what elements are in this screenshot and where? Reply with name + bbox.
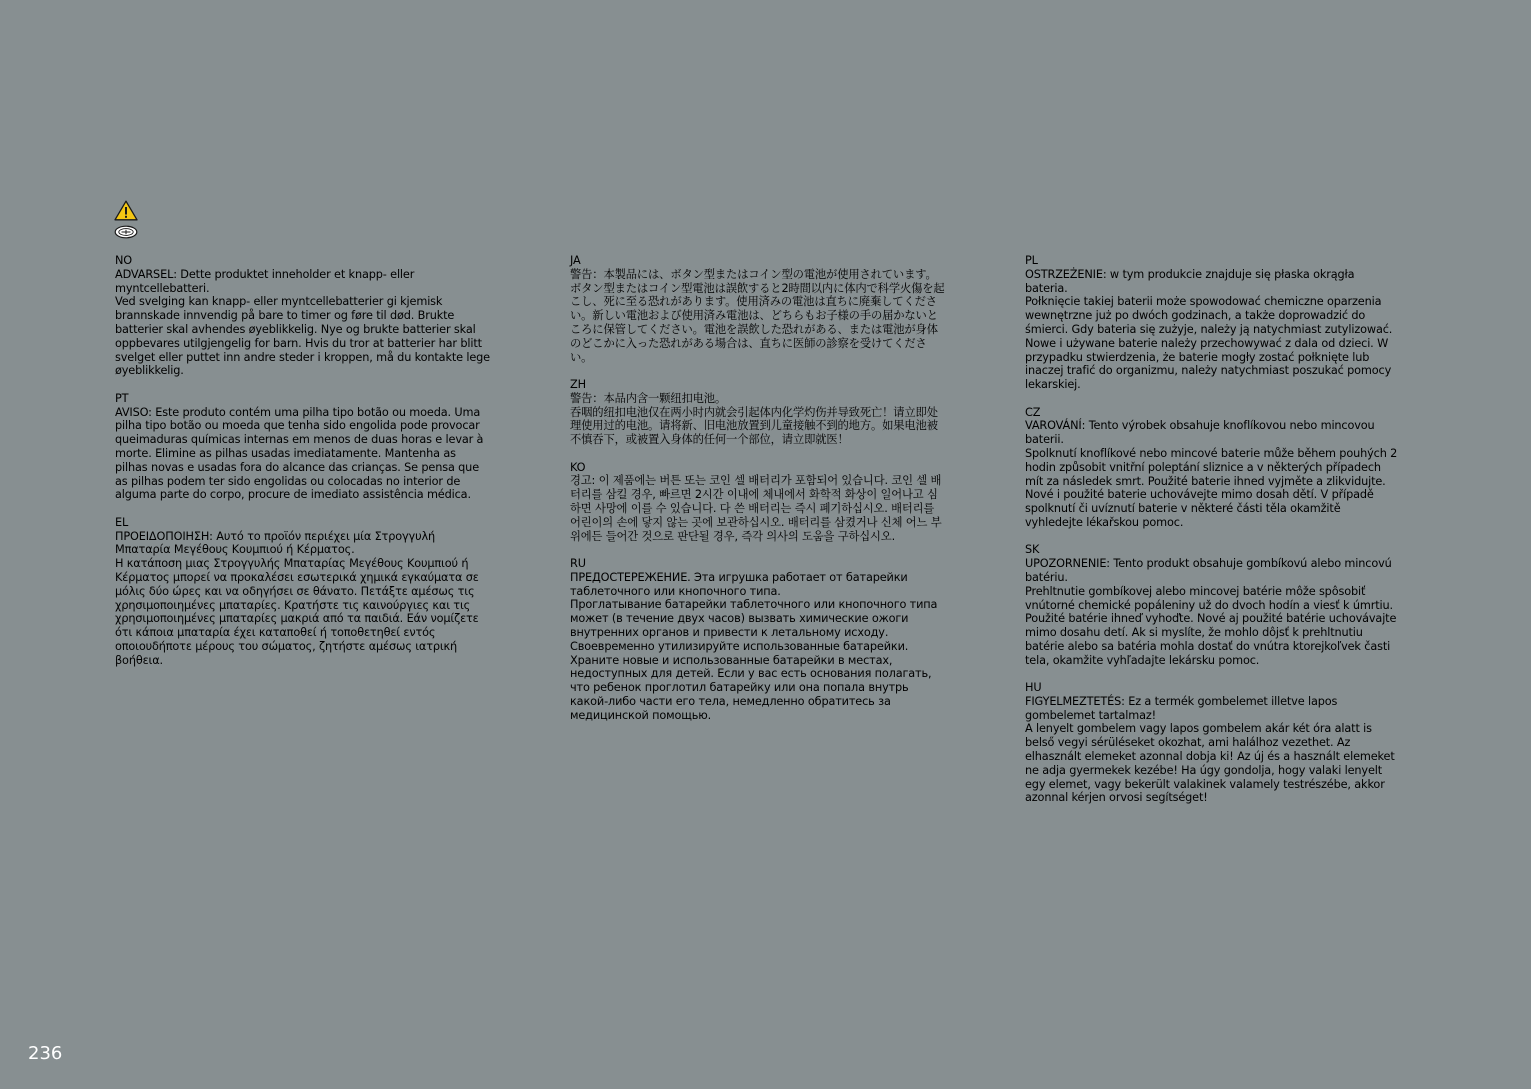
warning-section-no: [115, 254, 490, 378]
warning-text: FIGYELMEZTETÉS: Ez a termék gombelemet illetve lapos gombelemet tartalmaz!: [1025, 694, 1338, 722]
language-code: NO: [115, 254, 133, 267]
language-code: KO: [570, 460, 586, 474]
warning-text: Η κατάποση μιας Στρογγυλής Μπαταρίας Μεγέθους Κουμπιού ή Κέρματος μπορεί να προκαλέσει εσωτερικά χημικά εγκαύματα σε μόλις δύο ώρες και να οδηγήσει σε θάνατο. Πετάξτε αμέσως τις χρησιμοποιημένες μπαταρίες. Κρατήστε τις καινούργιες και τις χρησιμοποιημένες μπαταρίες μακριά από τα παιδιά. Εάν νομίζετε ότι κάποια μπαταρία έχει καταποθεί ή τοποθετηθεί εντός οποιουδήποτε μέρους του σώματος, ζητήστε αμέσως ιατρική βοήθεια.: [115, 557, 479, 667]
warning-text: ΠΡΟΕΙΔΟΠΟΙΗΣΗ: Αυτό το προϊόν περιέχει μία Στρογγυλή Μπαταρία Μεγέθους Κουμπιού ή Κέρματος.: [115, 529, 435, 557]
warning-section-pl: [1025, 254, 1400, 392]
warning-triangle-icon: [114, 200, 138, 221]
page-number: 236: [28, 1043, 63, 1064]
warning-text: ボタン型またはコイン型電池は誤飲すると2時間以内に体内で科学火傷を起こし、死に至る恐れがあります。使用済みの電池は直ちに廃棄してください。新しい電池および使用済み電池は、どちらもお子様の手の届かないところに保管してください。電池を誤飲した恐れがある、または電池が身体のどこかに入った恐れがある場合は、直ちに医師の診察を受けてください。: [570, 281, 945, 364]
warning-text: 경고: 이 제품에는 버튼 또는 코인 셀 배터리가 포함되어 있습니다. 코인 셀 배터리를 삼킬 경우, 빠르면 2시간 이내에 체내에서 화학적 화상이 일어나고 심하면 사망에 이를 수 있습니다. 다 쓴 배터리는 즉시 폐기하십시오. 배터리를 어린이의 손에 닿지 않는 곳에 보관하십시오. 배터리를 삼켰거나 신체 어느 부위에든 들어간 것으로 판단될 경우, 즉각 의사의 도움을 구하십시오.: [570, 474, 942, 543]
language-code: HU: [1025, 681, 1042, 695]
column-middle: [570, 254, 945, 736]
language-code: CZ: [1025, 405, 1041, 419]
warning-section-zh: [570, 378, 945, 447]
warning-text: 吞咽的纽扣电池仅在两小时内就会引起体内化学灼伤并导致死亡！请立即处理使用过的电池。请将新、旧电池放置到儿童接触不到的地方。如果电池被不慎吞下，或被置入身体的任何一个部位，请立即就医！: [570, 405, 938, 447]
warning-text: Ved svelging kan knapp- eller myntcellebatterier gi kjemisk brannskade innvendig på bare to timer og føre til død. Brukte batterier skal avhendes øyeblikkelig. Nye og brukte batterier skal oppbevares utilgjengelig for barn. Hvis du tror at batterier har blitt svelget eller puttet inn andre steder i kroppen, må du kontakte lege øyeblikkelig.: [115, 295, 490, 378]
coin-battery-icon: [114, 225, 138, 239]
warning-text: ADVARSEL: Dette produktet inneholder et knapp- eller myntcellebatteri.: [115, 267, 415, 295]
warning-icons: [114, 200, 140, 239]
column-right: [1025, 254, 1400, 819]
column-left: [115, 254, 490, 681]
warning-text: OSTRZEŻENIE: w tym produkcie znajduje się płaska okrągła bateria.: [1025, 267, 1355, 295]
warning-section-ja: [570, 254, 945, 364]
warning-section-ko: [570, 461, 945, 544]
warning-text: Spolknutí knoflíkové nebo mincové baterie může během pouhých 2 hodin způsobit vnitřní poleptání sliznice a v některých případech mít za následek smrt. Použité baterie ihned vyjměte a zlikvidujte. Nové i použité baterie uchovávejte mimo dosah dětí. V případě spolknutí či uvíznutí baterie v některé části těla okamžitě vyhledejte lékařskou pomoc.: [1025, 446, 1398, 529]
warning-section-hu: [1025, 681, 1400, 805]
warning-section-el: [115, 516, 490, 668]
warning-text: 警告：本製品には、ボタン型またはコイン型の電池が使用されています。: [570, 267, 937, 281]
warning-text: VAROVÁNÍ: Tento výrobek obsahuje knoflíkovou nebo mincovou baterii.: [1025, 419, 1375, 447]
warning-text: Połknięcie takiej baterii może spowodować chemiczne oparzenia wewnętrzne już po dwóch godzinach, a także doprowadzić do śmierci. Gdy bateria się zużyje, należy ją natychmiast zutylizować. Nowe i używane baterie należy przechowywać z dala od dzieci. W przypadku stwierdzenia, że baterie mogły zostać połknięte lub inaczej trafić do organizmu, należy natychmiast poszukać pomocy lekarskiej.: [1025, 295, 1393, 392]
warning-text: 警告：本品内含一颗纽扣电池。: [570, 391, 727, 405]
language-code: JA: [570, 254, 581, 267]
warning-section-cz: [1025, 406, 1400, 530]
warning-section-pt: [115, 392, 490, 502]
language-code: PL: [1025, 254, 1038, 267]
warning-text: Prehltnutie gombíkovej alebo mincovej batérie môže spôsobiť vnútorné chemické popáleniny už do dvoch hodín a viesť k úmrtiu. Použité batérie ihneď vyhoďte. Nové aj použité batérie uchovávajte mimo dosahu detí. Ak si myslíte, že mohlo dôjsť k prehltnutiu batérie alebo sa batéria mohla dostať do vnútra ktorejkoľvek časti tela, okamžite vyhľadajte lekársku pomoc.: [1025, 584, 1397, 667]
language-code: EL: [115, 515, 129, 529]
warning-section-sk: [1025, 543, 1400, 667]
warning-text: A lenyelt gombelem vagy lapos gombelem akár két óra alatt is belső vegyi sérüléseket okozhat, ami halálhoz vezethet. Az elhasznált elemeket azonnal dobja ki! Az új és a használt elemeket ne adja gyermekek kezébe! Ha úgy gondolja, hogy valaki lenyelt egy elemet, vagy bekerült valakinek valamely testrészébe, akkor azonnal kérjen orvosi segítséget!: [1025, 722, 1395, 805]
warning-section-ru: [570, 557, 945, 723]
language-code: RU: [570, 556, 586, 570]
warning-text: ПРЕДОСТЕРЕЖЕНИЕ. Эта игрушка работает от батарейки таблеточного или кнопочного типа.: [570, 570, 908, 598]
warning-text: Проглатывание батарейки таблеточного или кнопочного типа может (в течение двух часов) вызвать химические ожоги внутренних органов и привести к летальному исходу. Своевременно утилизируйте использованные батарейки. Храните новые и использованные батарейки в местах, недоступных для детей. Если у вас есть основания полагать, что ребенок проглотил батарейку или она попала внутрь какой-либо части его тела, немедленно обратитесь за медицинской помощью.: [570, 598, 938, 722]
language-code: SK: [1025, 543, 1040, 557]
language-code: PT: [115, 391, 129, 405]
warning-text: UPOZORNENIE: Tento produkt obsahuje gombíkovú alebo mincovú batériu.: [1025, 557, 1392, 584]
warning-text: AVISO: Este produto contém uma pilha tipo botão ou moeda. Uma pilha tipo botão ou moeda que tenha sido engolida pode provocar queimaduras químicas internas em menos de duas horas e levar à morte. Elimine as pilhas usadas imediatamente. Mantenha as pilhas novas e usadas fora do alcance das crianças. Se pensa que as pilhas podem ter sido engolidas ou colocadas no interior de alguma parte do corpo, procure de imediato assistência médica.: [115, 405, 484, 502]
language-code: ZH: [570, 377, 586, 391]
